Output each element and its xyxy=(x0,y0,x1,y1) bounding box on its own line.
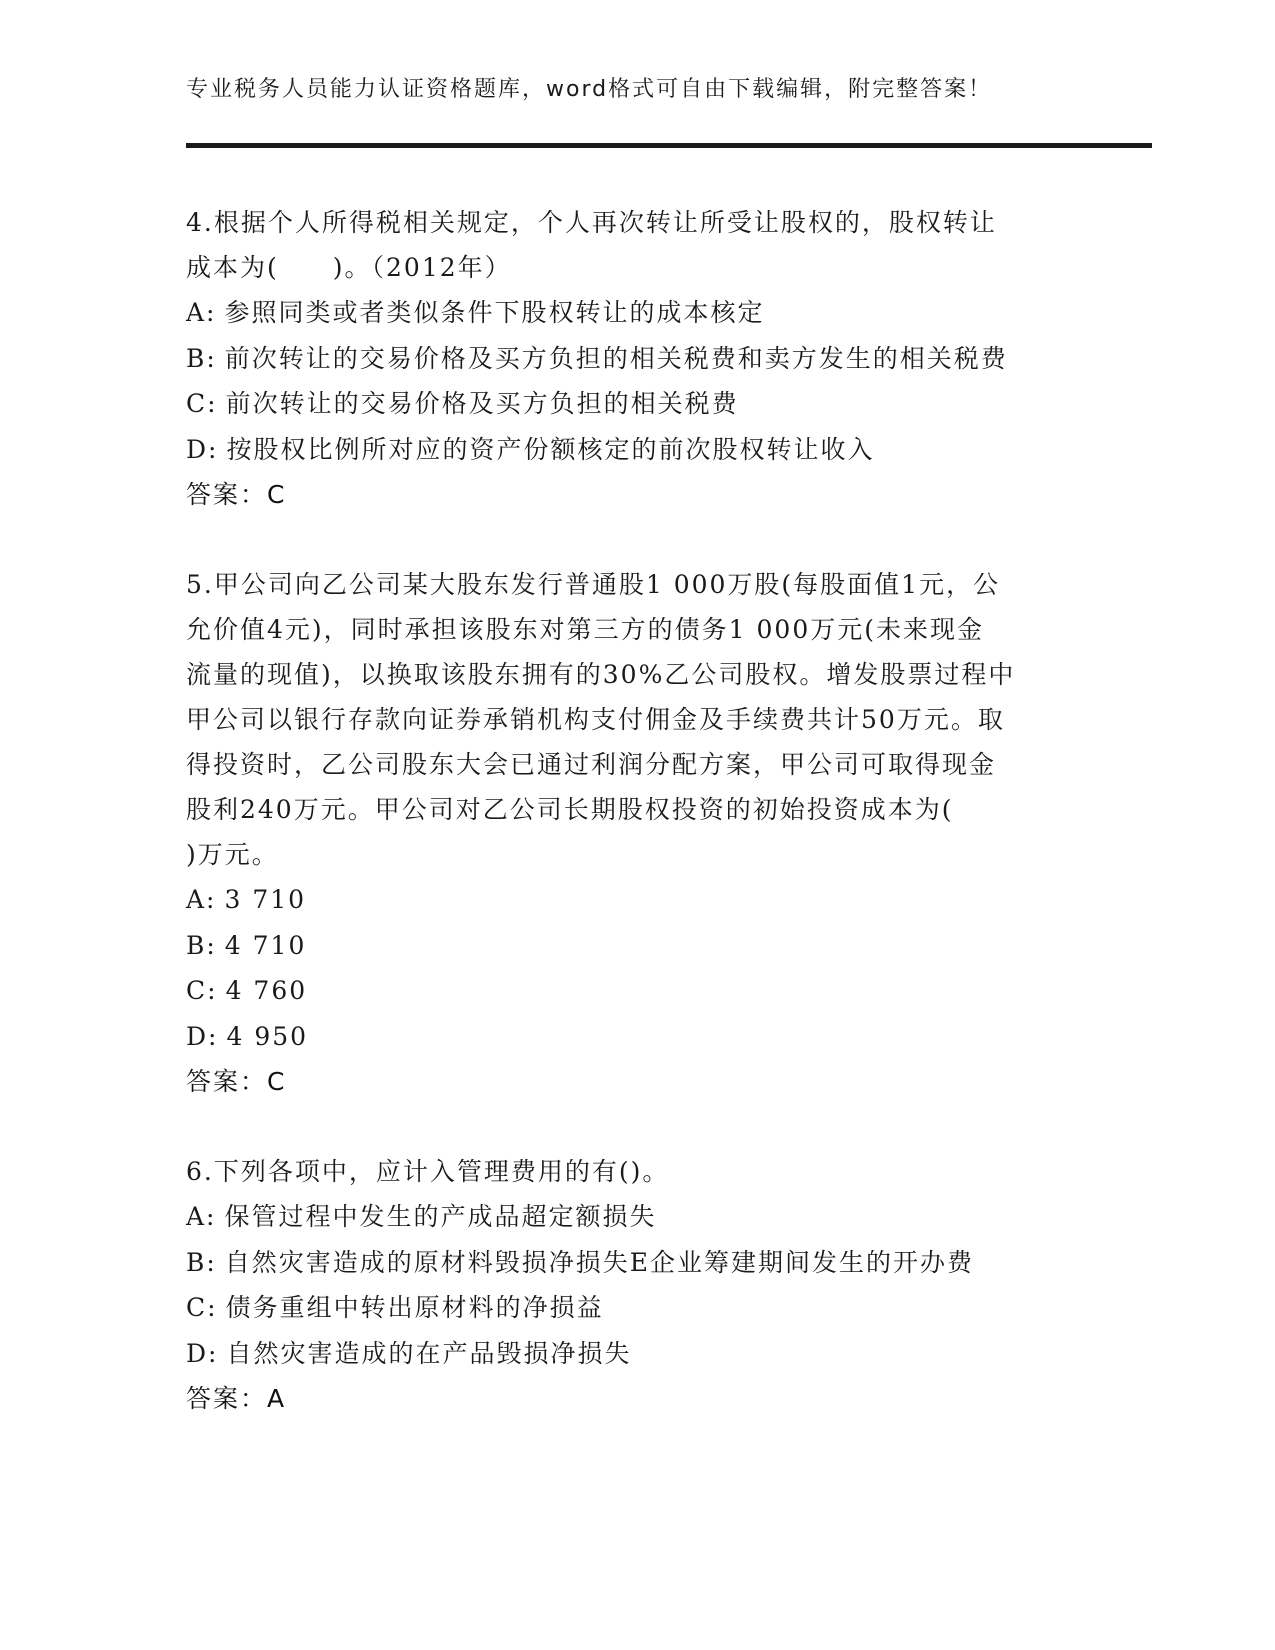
option-key: A: xyxy=(186,298,217,327)
option-key: C: xyxy=(186,1293,218,1322)
answer-label: 答案：A xyxy=(186,1384,287,1413)
option-a xyxy=(186,290,1066,336)
option-d xyxy=(186,1014,1066,1060)
option-key: B: xyxy=(186,343,217,373)
stem-line: 允价值4元)，同时承担该股东对第三方的债务1 000万元(未来现金 xyxy=(186,615,984,644)
option-key: B: xyxy=(186,1247,217,1277)
option-c xyxy=(186,1285,1066,1331)
option-text: 4 950 xyxy=(226,1021,309,1051)
stem-line: 4.根据个人所得税相关规定，个人再次转让所受让股权的，股权转让 xyxy=(186,208,997,237)
document-header: 专业税务人员能力认证资格题库，word格式可自由下载编辑，附完整答案！ xyxy=(186,77,993,102)
option-text: 前次转让的交易价格及买方负担的相关税费和卖方发生的相关税费 xyxy=(224,343,1008,373)
stem-line: 成本为( )。（2012年） xyxy=(186,253,512,282)
option-text: 保管过程中发生的产成品超定额损失 xyxy=(224,1202,657,1231)
option-key: D: xyxy=(186,434,219,464)
option-key: A: xyxy=(186,1202,217,1231)
stem-line: 6.下列各项中，应计入管理费用的有()。 xyxy=(186,1157,670,1186)
option-a xyxy=(186,877,1066,923)
option-text: 4 760 xyxy=(225,976,308,1005)
stem-line: 得投资时，乙公司股东大会已通过利润分配方案，甲公司可取得现金 xyxy=(186,750,997,779)
stem-line: 5.甲公司向乙公司某大股东发行普通股1 000万股(每股面值1元，公 xyxy=(186,570,1001,599)
stem-line: 甲公司以银行存款向证券承销机构支付佣金及手续费共计50万元。取 xyxy=(186,705,1005,734)
question-list xyxy=(186,200,1066,1466)
header-divider xyxy=(186,143,1152,148)
option-b xyxy=(186,1240,1066,1286)
option-key: A: xyxy=(186,885,217,914)
option-key: B: xyxy=(186,930,217,960)
option-key: D: xyxy=(186,1338,219,1368)
question-6 xyxy=(186,1149,1066,1422)
option-key: C: xyxy=(186,389,218,418)
option-text: 自然灾害造成的原材料毁损净损失E企业筹建期间发生的开办费 xyxy=(224,1247,975,1277)
question-stem xyxy=(186,562,1066,877)
answer-label: 答案：C xyxy=(186,480,287,509)
option-c xyxy=(186,968,1066,1014)
option-key: D: xyxy=(186,1021,219,1051)
option-key: C: xyxy=(186,976,218,1005)
stem-line: )万元。 xyxy=(186,840,279,869)
answer-label: 答案：C xyxy=(186,1067,287,1096)
option-c xyxy=(186,381,1066,427)
option-text: 参照同类或者类似条件下股权转让的成本核定 xyxy=(224,298,765,327)
question-stem xyxy=(186,200,1066,290)
stem-line: 流量的现值)，以换取该股东拥有的30%乙公司股权。增发股票过程中 xyxy=(186,660,1016,689)
option-text: 前次转让的交易价格及买方负担的相关税费 xyxy=(225,389,739,418)
option-text: 4 710 xyxy=(224,930,307,960)
option-d xyxy=(186,427,1066,473)
option-d xyxy=(186,1331,1066,1377)
option-b xyxy=(186,336,1066,382)
option-text: 债务重组中转出原材料的净损益 xyxy=(225,1293,604,1322)
question-4 xyxy=(186,200,1066,518)
option-text: 3 710 xyxy=(224,885,307,914)
option-text: 自然灾害造成的在产品毁损净损失 xyxy=(226,1338,632,1368)
stem-line: 股利240万元。甲公司对乙公司长期股权投资的初始投资成本为( xyxy=(186,795,954,824)
question-stem xyxy=(186,1149,1066,1194)
option-text: 按股权比例所对应的资产份额核定的前次股权转让收入 xyxy=(226,434,875,464)
option-a xyxy=(186,1194,1066,1240)
question-5 xyxy=(186,562,1066,1105)
option-b xyxy=(186,923,1066,969)
